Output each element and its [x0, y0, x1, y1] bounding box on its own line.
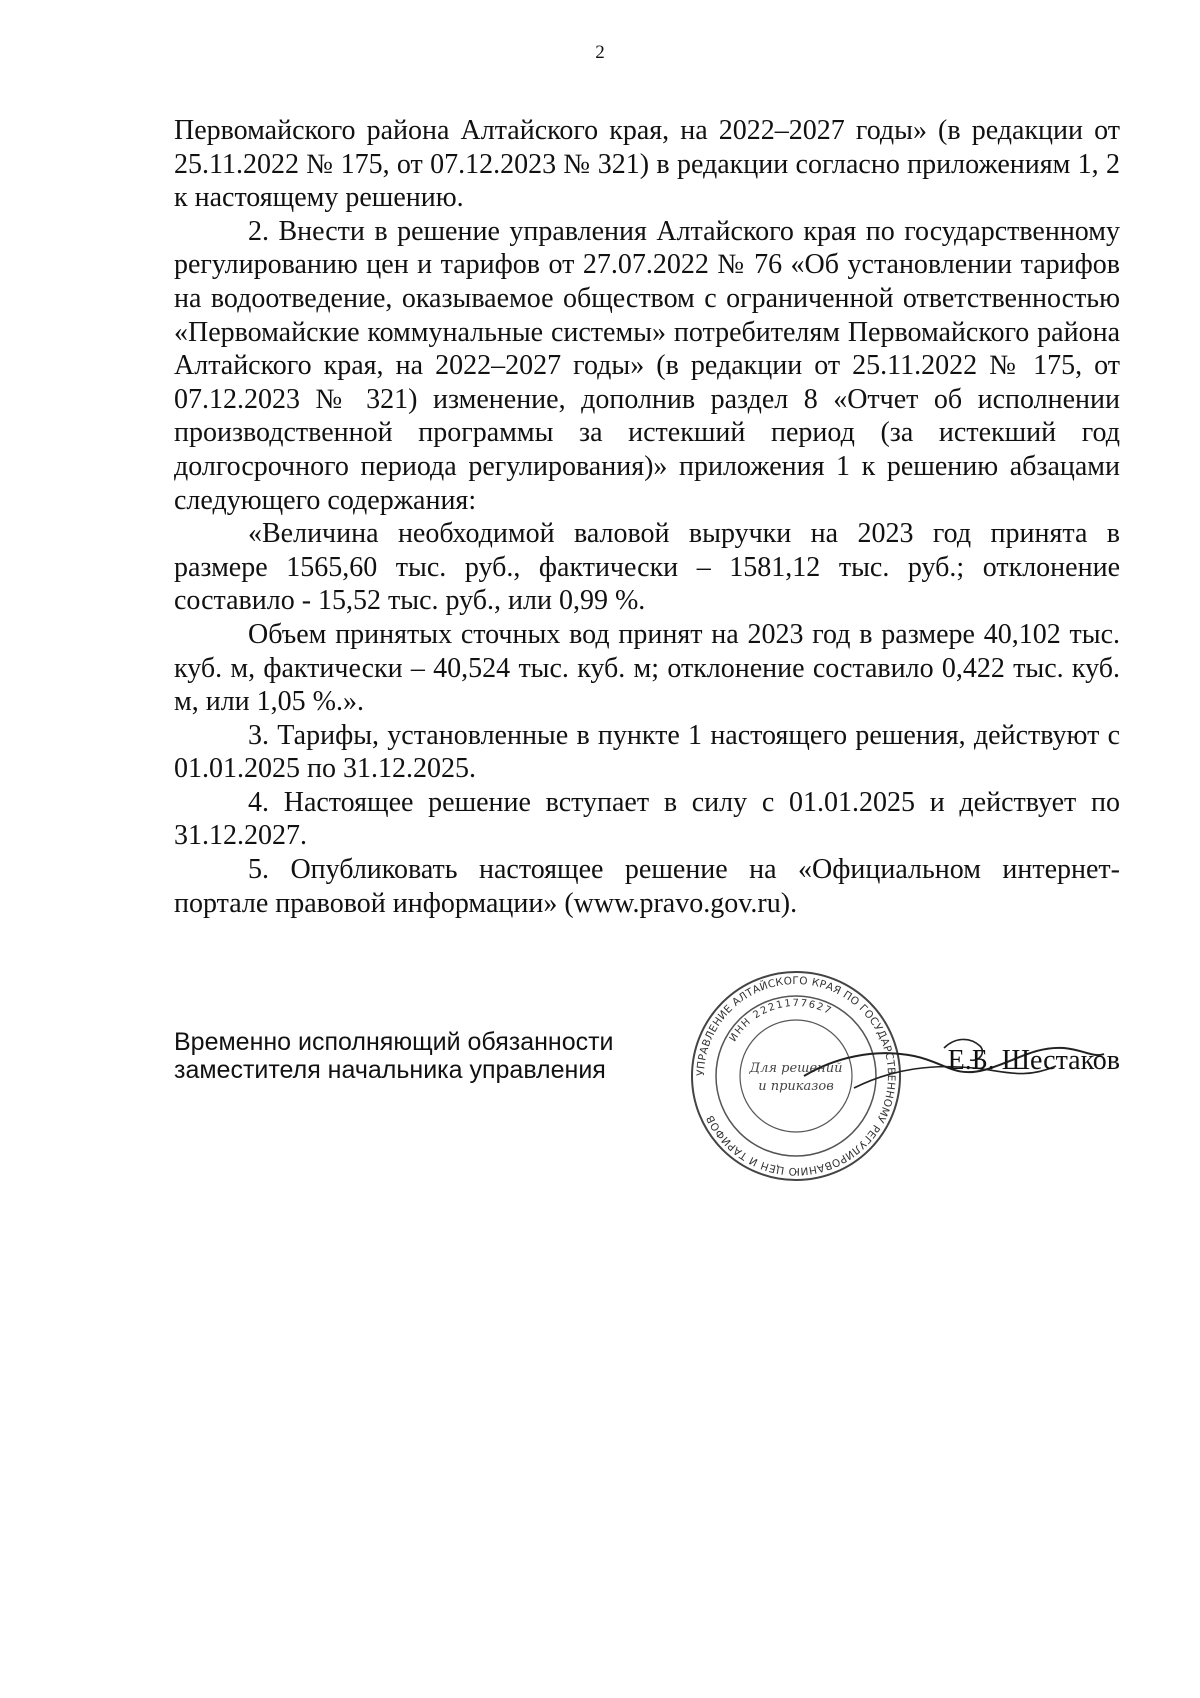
signer-title-line-2: заместителя начальника управления: [174, 1056, 606, 1084]
paragraph-continuation: Первомайского района Алтайского края, на 2022–2027 годы» (в редакции от 25.11.2022 № 175, от 07.12.2023 № 321) в редакции согласно приложениям 1, 2 к настоящему решению.: [174, 115, 1120, 214]
page-number: 2: [595, 42, 605, 63]
signer-title: [174, 1028, 614, 1084]
signer-name: Е.Б. Шестаков: [947, 1045, 1120, 1076]
stamp-outer-text: УПРАВЛЕНИЕ АЛТАЙСКОГО КРАЯ ПО ГОСУДАРСТВЕННОМУ РЕГУЛИРОВАНИЮ ЦЕН И ТАРИФОВ: [694, 974, 898, 1178]
stamp-center-line-1: Для решений: [749, 1061, 843, 1076]
signer-title-line-1: Временно исполняющий обязанности: [174, 1028, 614, 1056]
stamp-center-line-2: и приказов: [758, 1079, 834, 1094]
stamp-inn-text: ИНН 2221177627: [727, 997, 834, 1044]
paragraph-wastewater-volume: Объем принятых сточных вод принят на 2023 год в размере 40,102 тыс. куб. м, фактически – 40,524 тыс. куб. м; отклонение составило 0,422 тыс. куб. м, или 1,05 %.».: [174, 618, 1120, 718]
signature-block: [174, 974, 1120, 1228]
document-body: [174, 114, 1120, 920]
paragraph-item-5: 5. Опубликовать настоящее решение на «Официальном интернет-портале правовой информации» (www.pravo.gov.ru).: [174, 854, 1120, 919]
paragraph-revenue: «Величина необходимой валовой выручки на 2023 год принята в размере 1565,60 тыс. руб., фактически – 1581,12 тыс. руб.; отклонение составило - 15,52 тыс. руб., или 0,99 %.: [174, 518, 1120, 617]
paragraph-item-4: 4. Настоящее решение вступает в силу с 01.01.2025 и действует по 31.12.2027.: [174, 786, 1120, 852]
paragraph-item-3: 3. Тарифы, установленные в пункте 1 настоящего решения, действуют с 01.01.2025 по 31.12.2025.: [174, 719, 1120, 785]
paragraph-item-2: 2. Внести в решение управления Алтайского края по государственному регулированию цен и тарифов от 27.07.2022 № 76 «Об установлении тарифов на водоотведение, оказываемое обществом с ограниченной ответственностью «Первомайские коммунальные системы» потребителям Первомайского района Алтайского края, на 2022–2027 годы» (в редакции от 25.11.2022 № 175, от 07.12.2023 № 321) изменение, дополнив раздел 8 «Отчет об исполнении производственной программы за истекший период (за истекший год долгосрочного периода регулирования)» приложения 1 к решению абзацами следующего содержания:: [174, 215, 1120, 516]
